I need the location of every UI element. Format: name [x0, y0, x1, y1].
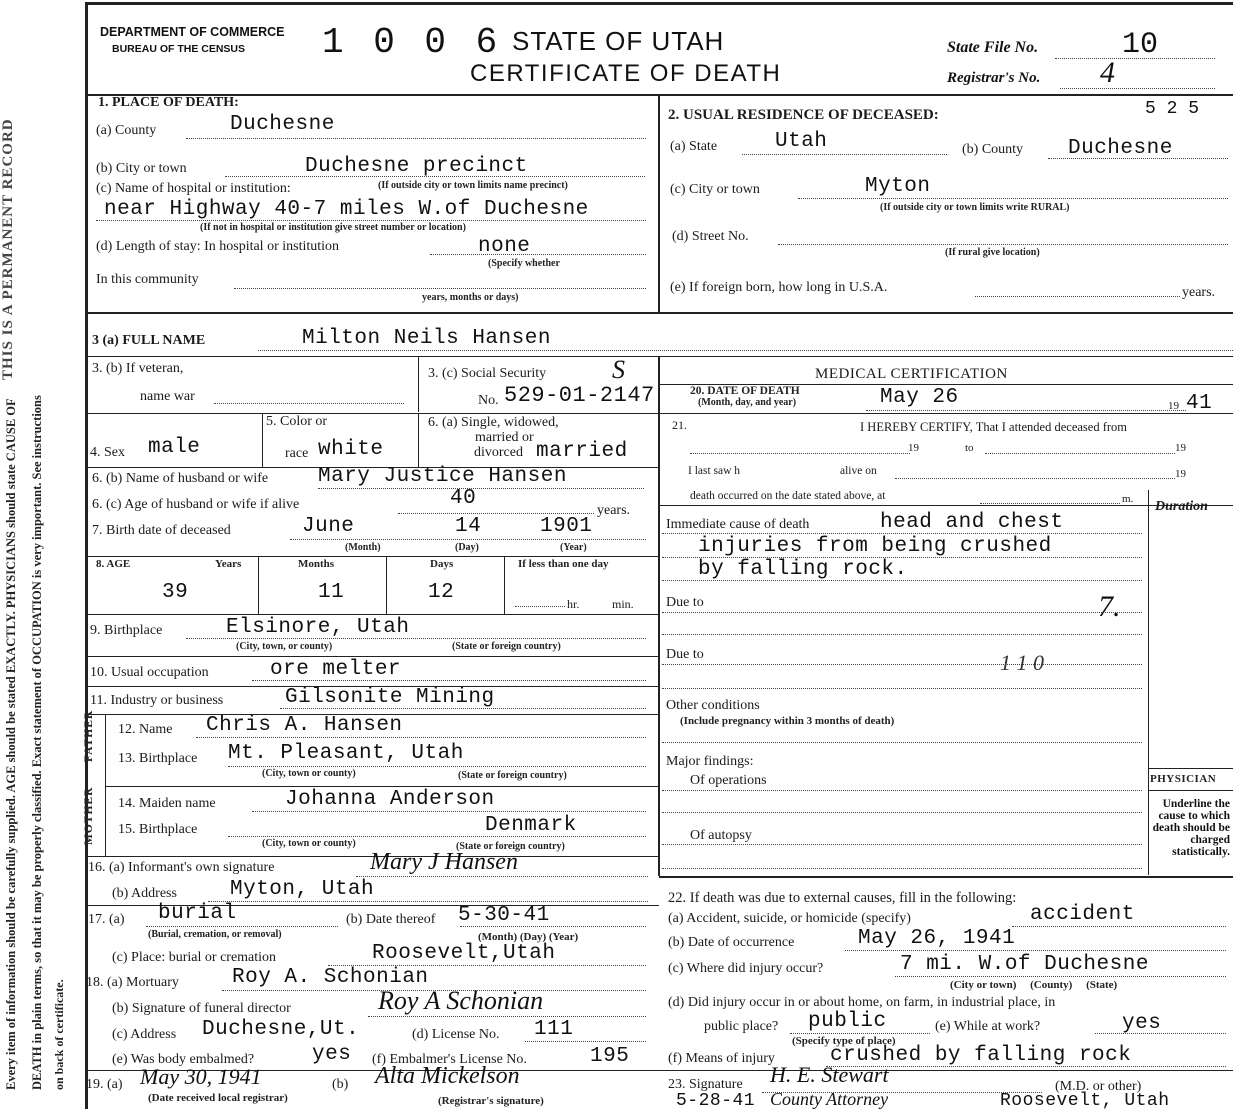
hospital-note2: (If not in hospital or institution give street number or location)	[200, 222, 466, 233]
res-street-line	[778, 244, 1228, 245]
birth-month-note: (Month)	[345, 542, 381, 553]
hospital-note: (If outside city or town limits name precinct)	[378, 180, 568, 191]
received-label: 19. (a)	[86, 1077, 123, 1092]
at-work-label: (e) While at work?	[935, 1019, 1041, 1034]
father-birthplace-note1: (City, town or county)	[262, 768, 356, 779]
cause-line2	[662, 557, 1142, 558]
community-line	[234, 288, 646, 289]
age-days-value: 12	[428, 581, 455, 604]
signer-address-value: Roosevelt, Utah	[1000, 1091, 1170, 1111]
burial-place-label: (c) Place: burial or cremation	[112, 950, 277, 965]
where-value: 7 mi. W.of Duchesne	[900, 953, 1149, 976]
min-label: min.	[612, 597, 634, 611]
father-birthplace-note2: (State or foreign country)	[458, 770, 567, 781]
signature-label: 23. Signature	[668, 1077, 743, 1092]
marital-value: married	[536, 440, 628, 463]
license-value: 111	[534, 1018, 574, 1041]
informant-address-line	[208, 901, 648, 902]
registrar-no-label: Registrar's No.	[947, 70, 1041, 86]
row-line-4	[87, 413, 659, 414]
informant-address-label: (b) Address	[112, 886, 177, 901]
res-city-label: (c) City or town	[670, 182, 760, 197]
county-label: (a) County	[96, 123, 157, 138]
mortuary-label: 18. (a) Mortuary	[86, 975, 179, 990]
other-conditions-line	[662, 742, 1142, 743]
alive-on-label: alive on	[840, 465, 877, 477]
row-line-10	[87, 656, 659, 657]
dept-line2: BUREAU OF THE CENSUS	[112, 43, 246, 55]
birthplace-value: Elsinore, Utah	[226, 616, 410, 639]
row-line-8	[87, 556, 659, 557]
hospital-label: (c) Name of hospital or institution:	[96, 181, 291, 196]
res-city-value: Myton	[865, 175, 931, 198]
birth-day-value: 14	[455, 515, 482, 538]
war-line	[214, 403, 404, 404]
accident-line	[1012, 926, 1226, 927]
physician-box-mid	[1148, 790, 1233, 791]
res-state-line	[742, 154, 947, 155]
burial-method-line	[146, 926, 338, 927]
date-of-death-year: 41	[1186, 392, 1213, 415]
mother-birthplace-note1: (City, town or county)	[262, 838, 356, 849]
sex-divider	[262, 413, 263, 468]
external-causes-label: 22. If death was due to external causes, fill in the following:	[668, 890, 1017, 906]
father-name-label: 12. Name	[118, 722, 173, 737]
mother-birthplace-label: 15. Birthplace	[118, 822, 198, 837]
medical-line-cause	[659, 505, 1233, 506]
cause-line1	[662, 533, 1142, 534]
physician-box-top	[1148, 768, 1233, 769]
birthplace-note1: (City, town, or county)	[236, 641, 333, 652]
birth-month-value: June	[302, 515, 355, 538]
foreign-born-label: (e) If foreign born, how long in U.S.A.	[670, 280, 888, 295]
immediate-cause-label: Immediate cause of death	[666, 517, 810, 532]
date-of-death-year-prefix: 19	[1168, 400, 1179, 412]
signature-divider	[659, 1070, 1233, 1071]
father-birthplace-label: 13. Birthplace	[118, 751, 198, 766]
public-place-label: public place?	[704, 1019, 779, 1034]
cause-line3-value: by falling rock.	[698, 558, 908, 581]
mother-birthplace-value: Denmark	[485, 814, 577, 837]
stamp-mark: 1 1 0	[1000, 650, 1044, 675]
marital-label3: divorced	[474, 445, 523, 460]
less-than-day-label: If less than one day	[518, 558, 609, 570]
stay-note: (Specify whether	[488, 258, 560, 269]
cause-line2-value: injuries from being crushed	[698, 535, 1052, 558]
received-date-note: (Date received local registrar)	[148, 1092, 288, 1104]
city-label: (b) City or town	[96, 161, 187, 176]
age-years-value: 39	[162, 581, 189, 604]
attended-from-line	[690, 453, 910, 454]
parents-bracket	[105, 714, 106, 856]
res-street-label: (d) Street No.	[672, 229, 749, 244]
major-findings-label: Major findings:	[666, 754, 754, 769]
ss-mark: S	[612, 355, 625, 384]
means-value: crushed by falling rock	[830, 1044, 1132, 1067]
spouse-label: 6. (b) Name of husband or wife	[92, 471, 269, 486]
birth-date-label: 7. Birth date of deceased	[92, 523, 231, 538]
veteran-divider	[418, 356, 419, 412]
maiden-name-line	[252, 811, 646, 812]
residence-label: 2. USUAL RESIDENCE OF DECEASED:	[668, 107, 939, 123]
license-line	[525, 1041, 646, 1042]
external-divider	[659, 876, 1233, 878]
public-place-value: public	[808, 1010, 887, 1033]
certify-number: 21.	[672, 418, 687, 432]
attended-to-label: to	[965, 442, 974, 454]
res-county-value: Duchesne	[1068, 137, 1173, 160]
corner-number: 5 2 5	[1145, 99, 1200, 119]
age-label: 8. AGE	[96, 558, 131, 570]
where-label: (c) Where did injury occur?	[668, 961, 824, 976]
due-to-1-line	[662, 612, 1142, 613]
section-divider-1	[87, 312, 1233, 314]
section-divider-2	[87, 356, 1233, 357]
form-border-top	[85, 2, 1233, 5]
county-line	[186, 138, 646, 139]
age-divider-1	[258, 556, 259, 614]
occurrence-date-line	[845, 950, 1226, 951]
father-side-label: FATHER	[83, 709, 95, 762]
color-divider	[418, 413, 419, 468]
foreign-born-line	[975, 296, 1180, 297]
informant-address-value: Myton, Utah	[230, 878, 375, 901]
occurred-m-label: m.	[1122, 493, 1134, 505]
burial-label: 17. (a)	[88, 912, 125, 927]
ss-value: 529-01-2147	[504, 383, 655, 408]
date-of-death-line	[866, 410, 1186, 411]
ss-label: 3. (c) Social Security	[428, 366, 547, 381]
burial-method-note: (Burial, cremation, or removal)	[148, 929, 282, 940]
embalmer-label: (f) Embalmer's License No.	[372, 1052, 527, 1067]
director-signature: Roy A Schonian	[378, 986, 544, 1015]
age-divider-2	[386, 556, 387, 614]
occurred-line	[980, 503, 1120, 504]
burial-place-value: Roosevelt,Utah	[372, 942, 556, 965]
burial-date-label: (b) Date thereof	[346, 912, 436, 927]
color-label: 5. Color or	[266, 414, 328, 429]
registrar-signature: Alta Mickelson	[375, 1063, 520, 1089]
full-name-value: Milton Neils Hansen	[302, 327, 551, 350]
sidebar-instructions-line1: Every item of information should be carefully supplied. AGE should be stated EXACTLY. PHYSICIANS should state CAUSE OF	[4, 398, 18, 1090]
state-file-value: 10	[1122, 28, 1159, 62]
operations-line2	[662, 812, 1142, 813]
informant-signature: Mary J Hansen	[370, 849, 518, 875]
due-to-2-line	[662, 664, 1142, 665]
certificate-number: 1 0 0 6	[322, 22, 502, 63]
maiden-name-label: 14. Maiden name	[118, 796, 216, 811]
father-name-line	[196, 737, 646, 738]
attended-from-19: 19	[908, 442, 919, 454]
license-label: (d) License No.	[412, 1027, 500, 1042]
sidebar-permanent-record: THIS IS A PERMANENT RECORD	[0, 118, 16, 380]
autopsy-line	[662, 844, 1142, 845]
date-of-death-value: May 26	[880, 386, 959, 409]
mortuary-address-value: Duchesne,Ut.	[202, 1018, 360, 1041]
received-date-value: May 30, 1941	[140, 1064, 262, 1089]
last-saw-label: I last saw h	[688, 465, 741, 477]
director-line	[368, 1016, 646, 1017]
registrar-no-line	[1060, 88, 1215, 89]
sidebar-instructions-line2: DEATH in plain terms, so that it may be properly classified. Exact statement of OCCUPATION is very important. See instructions	[30, 395, 44, 1090]
ss-no-label: No.	[478, 393, 499, 408]
instructions-sidebar	[0, 0, 78, 1109]
attended-to-line	[985, 453, 1175, 454]
stay-line	[430, 254, 646, 255]
physician-signature: H. E. Stewart	[770, 1062, 889, 1087]
burial-date-note: (Month) (Day) (Year)	[478, 931, 579, 943]
occupation-label: 10. Usual occupation	[90, 665, 209, 680]
marital-label1: 6. (a) Single, widowed,	[428, 415, 559, 430]
autopsy-line2	[662, 868, 1142, 869]
war-label: name war	[140, 389, 195, 404]
full-name-line	[258, 350, 1233, 351]
where-line	[895, 976, 1226, 977]
birthplace-label: 9. Birthplace	[90, 623, 163, 638]
sidebar-instructions-line3: on back of certificate.	[52, 979, 66, 1090]
res-city-line	[798, 198, 1228, 199]
row-line-14	[106, 786, 659, 787]
age-divider-3	[504, 556, 505, 614]
spouse-age-value: 40	[450, 487, 477, 510]
res-street-note: (If rural give location)	[945, 247, 1040, 258]
place-of-death-label: 1. PLACE OF DEATH:	[98, 95, 239, 110]
res-state-label: (a) State	[670, 139, 718, 154]
birth-day-note: (Day)	[455, 542, 479, 553]
occurrence-date-value: May 26, 1941	[858, 927, 1016, 950]
state-file-label: State File No.	[947, 39, 1039, 56]
informant-label: 16. (a) Informant's own signature	[88, 860, 275, 875]
community-label: In this community	[96, 272, 199, 287]
md-label: (M.D. or other)	[1055, 1079, 1142, 1094]
spouse-line	[318, 488, 644, 489]
header-divider	[87, 94, 1233, 96]
embalmer-value: 195	[590, 1045, 630, 1068]
occupation-value: ore melter	[270, 658, 402, 681]
days-label: Days	[430, 558, 454, 570]
burial-method-value: burial	[158, 902, 237, 925]
birth-year-note: (Year)	[560, 542, 587, 553]
embalmed-value: yes	[312, 1043, 352, 1066]
birthplace-note2: (State or foreign country)	[452, 641, 561, 652]
community-note: years, months or days)	[422, 292, 519, 303]
accident-label: (a) Accident, suicide, or homicide (specify)	[668, 911, 911, 926]
mortuary-value: Roy A. Schonian	[232, 966, 429, 989]
embalmed-label: (e) Was body embalmed?	[112, 1052, 255, 1067]
father-name-value: Chris A. Hansen	[206, 714, 403, 737]
race-value: white	[318, 438, 384, 461]
home-label: (d) Did injury occur in or about home, on farm, in industrial place, in	[668, 995, 1056, 1010]
signer-title-value: County Attorney	[770, 1089, 889, 1109]
autopsy-label: Of autopsy	[690, 828, 752, 843]
mortuary-address-label: (c) Address	[112, 1027, 177, 1042]
circled-mark: 7.	[1098, 590, 1121, 623]
registrar-signature-note: (Registrar's signature)	[438, 1095, 544, 1107]
stay-value: none	[478, 235, 531, 258]
middle-column-divider	[658, 356, 660, 876]
birth-year-value: 1901	[540, 515, 593, 538]
row-line-9	[87, 614, 659, 615]
other-conditions-note: (Include pregnancy within 3 months of death)	[680, 715, 895, 727]
veteran-label: 3. (b) If veteran,	[92, 361, 184, 376]
means-label: (f) Means of injury	[668, 1051, 775, 1066]
certificate-title: CERTIFICATE OF DEATH	[470, 60, 782, 87]
registrar-b-label: (b)	[332, 1077, 349, 1092]
sex-value: male	[148, 436, 201, 459]
alive-on-line	[895, 478, 1175, 479]
spouse-value: Mary Justice Hansen	[318, 465, 567, 488]
due-to-2b-line	[662, 688, 1142, 689]
months-label: Months	[298, 558, 335, 570]
public-place-line	[790, 1033, 930, 1034]
cause-line1-value: head and chest	[880, 511, 1064, 534]
occurred-label: death occurred on the date stated above, at	[690, 490, 886, 502]
date-of-death-label: 20. DATE OF DEATH	[690, 385, 800, 397]
age-months-value: 11	[318, 581, 345, 604]
race-label: race	[285, 446, 309, 461]
date-of-death-note: (Month, day, and year)	[698, 397, 797, 408]
dept-line1: DEPARTMENT OF COMMERCE	[100, 25, 285, 39]
full-name-label: 3 (a) FULL NAME	[92, 333, 206, 348]
informant-line	[356, 876, 648, 877]
hospital-line	[96, 220, 646, 221]
where-note: (City or town) (County) (State)	[950, 979, 1118, 991]
mother-side-label: MOTHER	[83, 786, 95, 845]
stay-label: (d) Length of stay: In hospital or institution	[96, 239, 340, 254]
public-place-note: (Specify type of place)	[792, 1035, 896, 1047]
registrar-no-value: 4	[1100, 56, 1115, 89]
death-city-value: Duchesne precinct	[305, 155, 528, 178]
signed-date-value: 5-28-41	[676, 1091, 756, 1111]
birth-date-line	[290, 539, 646, 540]
spouse-age-label: 6. (c) Age of husband or wife if alive	[92, 497, 300, 512]
medical-certification-title: MEDICAL CERTIFICATION	[815, 366, 1008, 382]
duration-label: Duration	[1155, 499, 1208, 514]
mother-birthplace-line	[228, 836, 646, 837]
res-county-label: (b) County	[962, 142, 1024, 157]
burial-date-value: 5-30-41	[458, 904, 550, 927]
top-column-divider	[658, 94, 660, 312]
death-county-value: Duchesne	[230, 113, 335, 136]
industry-label: 11. Industry or business	[90, 693, 224, 708]
death-hospital-value: near Highway 40-7 miles W.of Duchesne	[104, 198, 589, 221]
maiden-name-value: Johanna Anderson	[285, 788, 495, 811]
due-to-2-label: Due to	[666, 647, 704, 662]
attended-to-19: 19	[1175, 442, 1186, 454]
spouse-age-line	[398, 513, 594, 514]
occurrence-date-label: (b) Date of occurrence	[668, 935, 795, 950]
mother-birthplace-note2: (State or foreign country)	[456, 841, 565, 852]
foreign-born-unit: years.	[1182, 285, 1216, 300]
physician-label: PHYSICIAN	[1150, 773, 1217, 785]
at-work-value: yes	[1122, 1012, 1162, 1035]
operations-line	[662, 790, 1142, 791]
alive-on-19: 19	[1175, 468, 1186, 480]
underline-note: Underline the cause to which death should be charged statistically.	[1152, 798, 1230, 859]
due-to-1-label: Due to	[666, 595, 704, 610]
hr-label: hr.	[567, 597, 580, 611]
father-birthplace-line	[228, 766, 646, 767]
due-to-1b-line	[662, 634, 1142, 635]
years-label: Years	[215, 558, 242, 570]
hr-line	[515, 606, 565, 607]
spouse-age-unit: years.	[597, 503, 631, 518]
sex-label: 4. Sex	[90, 445, 125, 460]
cause-line3	[662, 580, 1142, 581]
industry-value: Gilsonite Mining	[285, 686, 495, 709]
director-label: (b) Signature of funeral director	[112, 1001, 291, 1016]
accident-value: accident	[1030, 903, 1135, 926]
certify-text: I HEREBY CERTIFY, That I attended deceased from	[860, 420, 1128, 434]
other-conditions-label: Other conditions	[666, 698, 760, 713]
medical-line-21	[659, 413, 1233, 414]
father-birthplace-value: Mt. Pleasant, Utah	[228, 742, 464, 765]
marital-label2: married or	[475, 430, 534, 445]
state-title: STATE OF UTAH	[512, 26, 725, 56]
duration-column-line	[1148, 490, 1149, 875]
res-state-value: Utah	[775, 130, 828, 153]
res-city-note: (If outside city or town limits write RURAL)	[880, 202, 1070, 213]
operations-label: Of operations	[690, 773, 767, 788]
